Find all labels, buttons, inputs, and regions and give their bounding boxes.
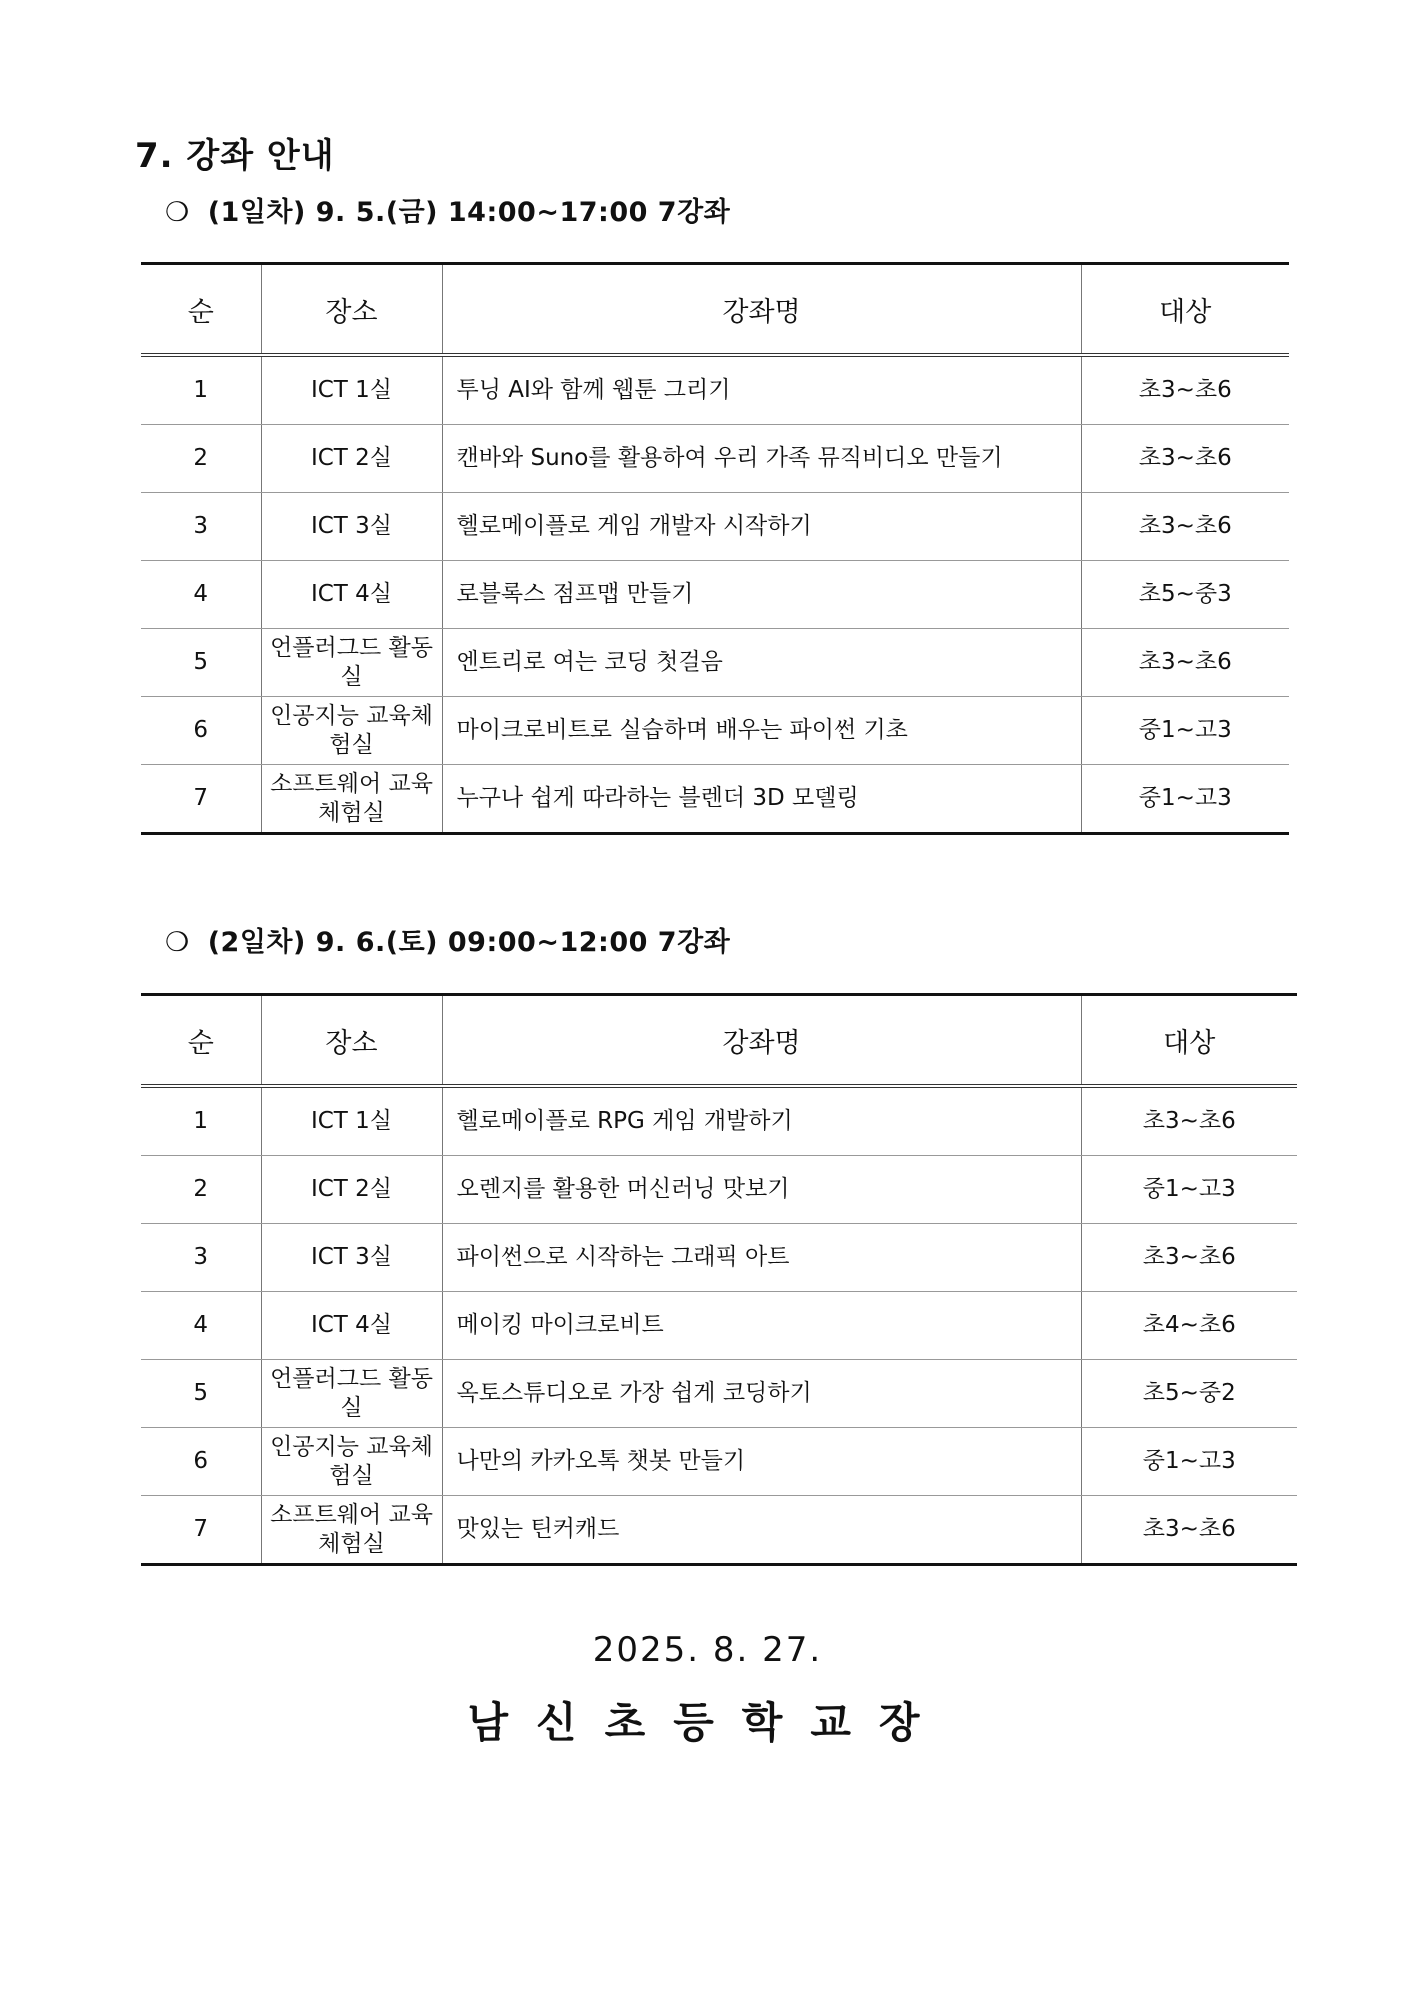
day1-heading-text: (1일차) 9. 5.(금) 14:00~17:00 7강좌 <box>207 197 731 228</box>
row-target: 중1~고3 <box>1081 697 1289 765</box>
table-row <box>141 629 1289 697</box>
row-room: ICT 2실 <box>261 425 442 493</box>
table-row <box>141 425 1289 493</box>
day2-heading <box>165 920 730 959</box>
row-room: 언플러그드 활동실 <box>261 629 442 697</box>
row-no: 5 <box>141 1360 261 1428</box>
column-header-course: 강좌명 <box>442 264 1081 356</box>
row-room: 인공지능 교육체험실 <box>261 1428 442 1496</box>
row-no: 7 <box>141 765 261 834</box>
row-target: 중1~고3 <box>1081 765 1289 834</box>
row-course: 맛있는 틴커캐드 <box>442 1496 1081 1565</box>
row-course: 누구나 쉽게 따라하는 블렌더 3D 모델링 <box>442 765 1081 834</box>
column-header-target: 대상 <box>1081 264 1289 356</box>
row-room: 소프트웨어 교육체험실 <box>261 765 442 834</box>
row-target: 초3~초6 <box>1081 1224 1297 1292</box>
row-room: ICT 1실 <box>261 1086 442 1156</box>
row-target: 초5~중2 <box>1081 1360 1297 1428</box>
row-target: 중1~고3 <box>1081 1156 1297 1224</box>
row-course: 캔바와 Suno를 활용하여 우리 가족 뮤직비디오 만들기 <box>442 425 1081 493</box>
row-no: 7 <box>141 1496 261 1565</box>
row-course: 헬로메이플로 RPG 게임 개발하기 <box>442 1086 1081 1156</box>
row-no: 1 <box>141 355 261 425</box>
column-header-no: 순 <box>141 264 261 356</box>
row-course: 옥토스튜디오로 가장 쉽게 코딩하기 <box>442 1360 1081 1428</box>
row-no: 1 <box>141 1086 261 1156</box>
row-room: ICT 4실 <box>261 1292 442 1360</box>
row-target: 초3~초6 <box>1081 425 1289 493</box>
table-header-row <box>141 264 1289 356</box>
table-row <box>141 1360 1297 1428</box>
row-no: 6 <box>141 1428 261 1496</box>
row-room: ICT 4실 <box>261 561 442 629</box>
day2-heading-text: (2일차) 9. 6.(토) 09:00~12:00 7강좌 <box>207 927 731 958</box>
row-room: ICT 3실 <box>261 493 442 561</box>
row-no: 4 <box>141 1292 261 1360</box>
row-room: 인공지능 교육체험실 <box>261 697 442 765</box>
row-target: 초5~중3 <box>1081 561 1289 629</box>
row-target: 초3~초6 <box>1081 1496 1297 1565</box>
table-row <box>141 1156 1297 1224</box>
row-room: 소프트웨어 교육체험실 <box>261 1496 442 1565</box>
document-date: 2025. 8. 27. <box>592 1630 823 1670</box>
row-no: 4 <box>141 561 261 629</box>
row-course: 나만의 카카오톡 챗봇 만들기 <box>442 1428 1081 1496</box>
table-row <box>141 1224 1297 1292</box>
table-row <box>141 765 1289 834</box>
column-header-no: 순 <box>141 995 261 1087</box>
row-course: 헬로메이플로 게임 개발자 시작하기 <box>442 493 1081 561</box>
row-no: 6 <box>141 697 261 765</box>
day1-heading <box>165 190 730 229</box>
row-no: 5 <box>141 629 261 697</box>
row-target: 중1~고3 <box>1081 1428 1297 1496</box>
row-room: ICT 1실 <box>261 355 442 425</box>
row-target: 초3~초6 <box>1081 1086 1297 1156</box>
row-target: 초3~초6 <box>1081 629 1289 697</box>
row-course: 메이킹 마이크로비트 <box>442 1292 1081 1360</box>
table-row <box>141 1428 1297 1496</box>
row-room: 언플러그드 활동실 <box>261 1360 442 1428</box>
row-course: 파이썬으로 시작하는 그래픽 아트 <box>442 1224 1081 1292</box>
row-room: ICT 2실 <box>261 1156 442 1224</box>
column-header-course: 강좌명 <box>442 995 1081 1087</box>
row-course: 오렌지를 활용한 머신러닝 맛보기 <box>442 1156 1081 1224</box>
circle-bullet-icon: ❍ <box>165 197 190 228</box>
column-header-target: 대상 <box>1081 995 1297 1087</box>
row-no: 3 <box>141 1224 261 1292</box>
row-no: 2 <box>141 1156 261 1224</box>
row-no: 2 <box>141 425 261 493</box>
table-row <box>141 1496 1297 1565</box>
row-no: 3 <box>141 493 261 561</box>
row-course: 투닝 AI와 함께 웹툰 그리기 <box>442 355 1081 425</box>
column-header-room: 장소 <box>261 995 442 1087</box>
row-room: ICT 3실 <box>261 1224 442 1292</box>
table-row <box>141 1292 1297 1360</box>
table-header-row <box>141 995 1297 1087</box>
row-course: 엔트리로 여는 코딩 첫걸음 <box>442 629 1081 697</box>
row-target: 초3~초6 <box>1081 493 1289 561</box>
table-row <box>141 697 1289 765</box>
table-row <box>141 355 1289 425</box>
table-row <box>141 1086 1297 1156</box>
row-course: 로블록스 점프맵 만들기 <box>442 561 1081 629</box>
column-header-room: 장소 <box>261 264 442 356</box>
row-target: 초3~초6 <box>1081 355 1289 425</box>
school-signature: 남신초등학교장 <box>467 1698 948 1747</box>
circle-bullet-icon: ❍ <box>165 927 190 958</box>
table-row <box>141 493 1289 561</box>
section-title: 7. 강좌 안내 <box>135 136 335 176</box>
table-row <box>141 561 1289 629</box>
day2-schedule-table <box>141 993 1297 1566</box>
row-target: 초4~초6 <box>1081 1292 1297 1360</box>
day1-schedule-table <box>141 262 1289 835</box>
row-course: 마이크로비트로 실습하며 배우는 파이썬 기초 <box>442 697 1081 765</box>
